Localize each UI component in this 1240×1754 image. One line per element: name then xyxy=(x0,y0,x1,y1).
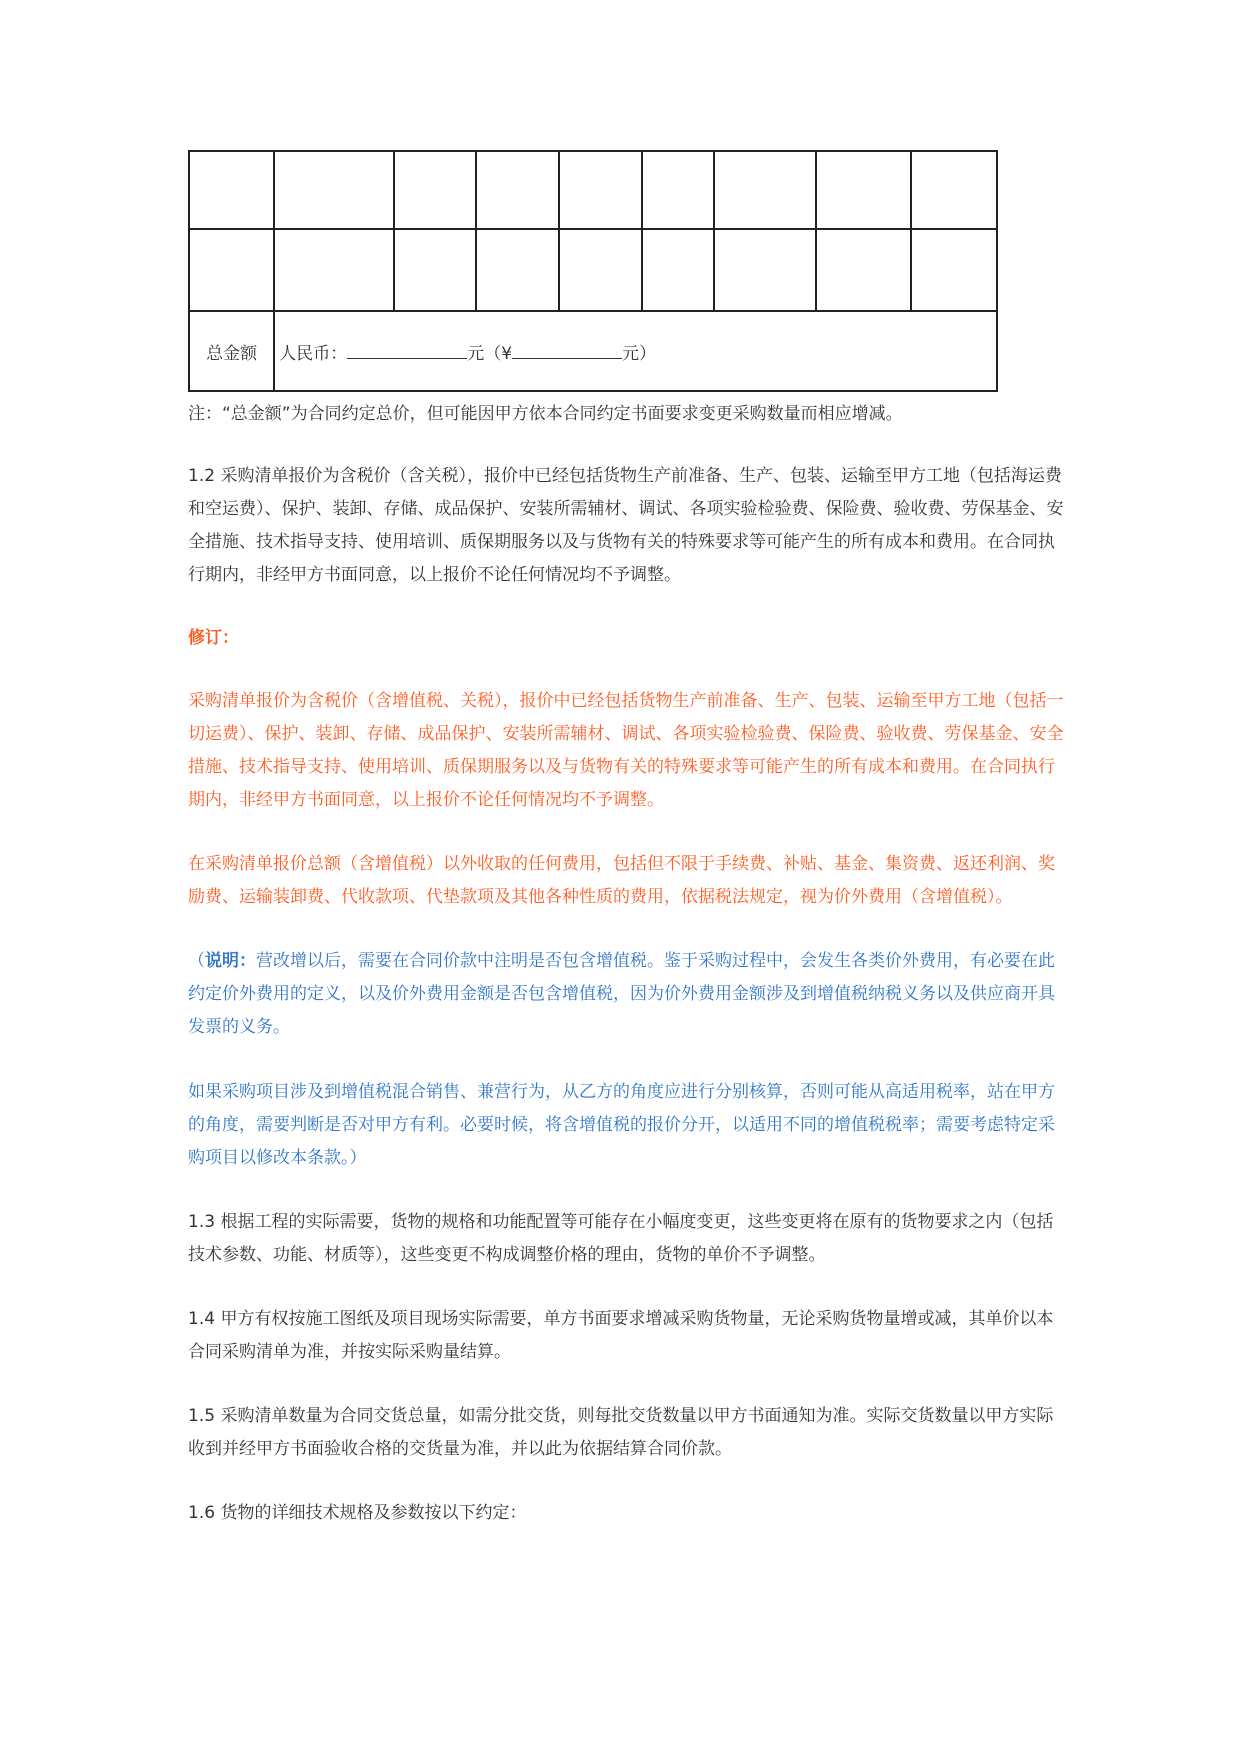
explanation-paragraph-1 xyxy=(188,945,1068,1044)
revision-paragraph-1: 采购清单报价为含税价（含增值税、关税），报价中已经包括货物生产前准备、生产、包装、运输至甲方工地（包括一切运费）、保护、装卸、存储、成品保护、安装所需辅材、调试、各项实验检验费、保险费、验收费、劳保基金、安全措施、技术指导支持、使用培训、质保期服务以及与货物有关的特殊要求等可能产生的所有成本和费用。在合同执行期内，非经甲方书面同意，以上报价不论任何情况均不予调整。 xyxy=(188,691,1064,810)
explanation-text: 营改增以后，需要在合同价款中注明是否包含增值税。鉴于采购过程中，会发生各类价外费用，有必要在此约定价外费用的定义，以及价外费用金额是否包含增值税，因为价外费用金额涉及到增值税纳税义务以及供应商开具发票的义务。 xyxy=(188,951,1055,1037)
rmb-label: 人民币： xyxy=(279,343,348,364)
price-table xyxy=(188,150,998,392)
yuan-label: 元（¥ xyxy=(467,343,513,364)
clause-1-3: 1.3 根据工程的实际需要，货物的规格和功能配置等可能存在小幅度变更，这些变更将在原有的货物要求之内（包括技术参数、功能、材质等），这些变更不构成调整价格的理由，货物的单价不予调整。 xyxy=(188,1212,1054,1265)
explanation-paragraph-2: 如果采购项目涉及到增值税混合销售、兼营行为，从乙方的角度应进行分别核算，否则可能从高适用税率，站在甲方的角度，需要判断是否对甲方有利。必要时候，将含增值税的报价分开，以适用不同的增值税税率；需要考虑特定采购项目以修改本条款。） xyxy=(188,1082,1055,1168)
table-row xyxy=(189,229,997,311)
table-cell xyxy=(189,151,274,229)
table-cell xyxy=(189,229,274,311)
total-amount-label: 总金额 xyxy=(189,311,274,391)
yen-blank xyxy=(512,340,622,359)
revision-heading: 修订： xyxy=(188,628,239,648)
table-cell xyxy=(642,151,714,229)
table-cell xyxy=(476,229,559,311)
clause-1-5: 1.5 采购清单数量为合同交货总量，如需分批交货，则每批交货数量以甲方书面通知为准。实际交货数量以甲方实际收到并经甲方书面验收合格的交货量为准，并以此为依据结算合同价款。 xyxy=(188,1406,1054,1459)
document-page xyxy=(188,150,1068,1530)
table-cell xyxy=(394,229,476,311)
table-cell xyxy=(911,151,997,229)
clause-1-6: 1.6 货物的详细技术规格及参数按以下约定： xyxy=(188,1503,527,1523)
total-row xyxy=(189,311,997,391)
table-cell xyxy=(559,229,642,311)
table-cell xyxy=(274,229,394,311)
table-row xyxy=(189,151,997,229)
table-cell xyxy=(714,229,816,311)
table-cell xyxy=(642,229,714,311)
revision-paragraph-2: 在采购清单报价总额（含增值税）以外收取的任何费用，包括但不限于手续费、补贴、基金、集资费、返还利润、奖励费、运输装卸费、代收款项、代垫款项及其他各种性质的费用，依据税法规定，视为价外费用（含增值税）。 xyxy=(188,854,1055,907)
table-note: 注：“总金额”为合同约定总价，但可能因甲方依本合同约定书面要求变更采购数量而相应增减。 xyxy=(188,404,903,424)
table-cell xyxy=(714,151,816,229)
table-cell xyxy=(911,229,997,311)
yuan-close-label: 元） xyxy=(622,343,657,364)
clause-1-2: 1.2 采购清单报价为含税价（含关税），报价中已经包括货物生产前准备、生产、包装、运输至甲方工地（包括海运费和空运费）、保护、装卸、存储、成品保护、安装所需辅材、调试、各项实验检验费、保险费、验收费、劳保基金、安全措施、技术指导支持、使用培训、质保期服务以及与货物有关的特殊要求等可能产生的所有成本和费用。在合同执行期内，非经甲方书面同意，以上报价不论任何情况均不予调整。 xyxy=(188,466,1064,585)
table-cell xyxy=(274,151,394,229)
rmb-blank xyxy=(347,340,467,359)
explanation-label: 说明： xyxy=(205,951,256,971)
total-amount-value xyxy=(274,311,997,391)
clause-1-4: 1.4 甲方有权按施工图纸及项目现场实际需要，单方书面要求增减采购货物量，无论采购货物量增或减，其单价以本合同采购清单为准，并按实际采购量结算。 xyxy=(188,1309,1054,1362)
table-cell xyxy=(559,151,642,229)
table-cell xyxy=(816,151,910,229)
table-cell xyxy=(476,151,559,229)
table-cell xyxy=(394,151,476,229)
explanation-open-paren: （ xyxy=(188,951,205,971)
table-cell xyxy=(816,229,910,311)
